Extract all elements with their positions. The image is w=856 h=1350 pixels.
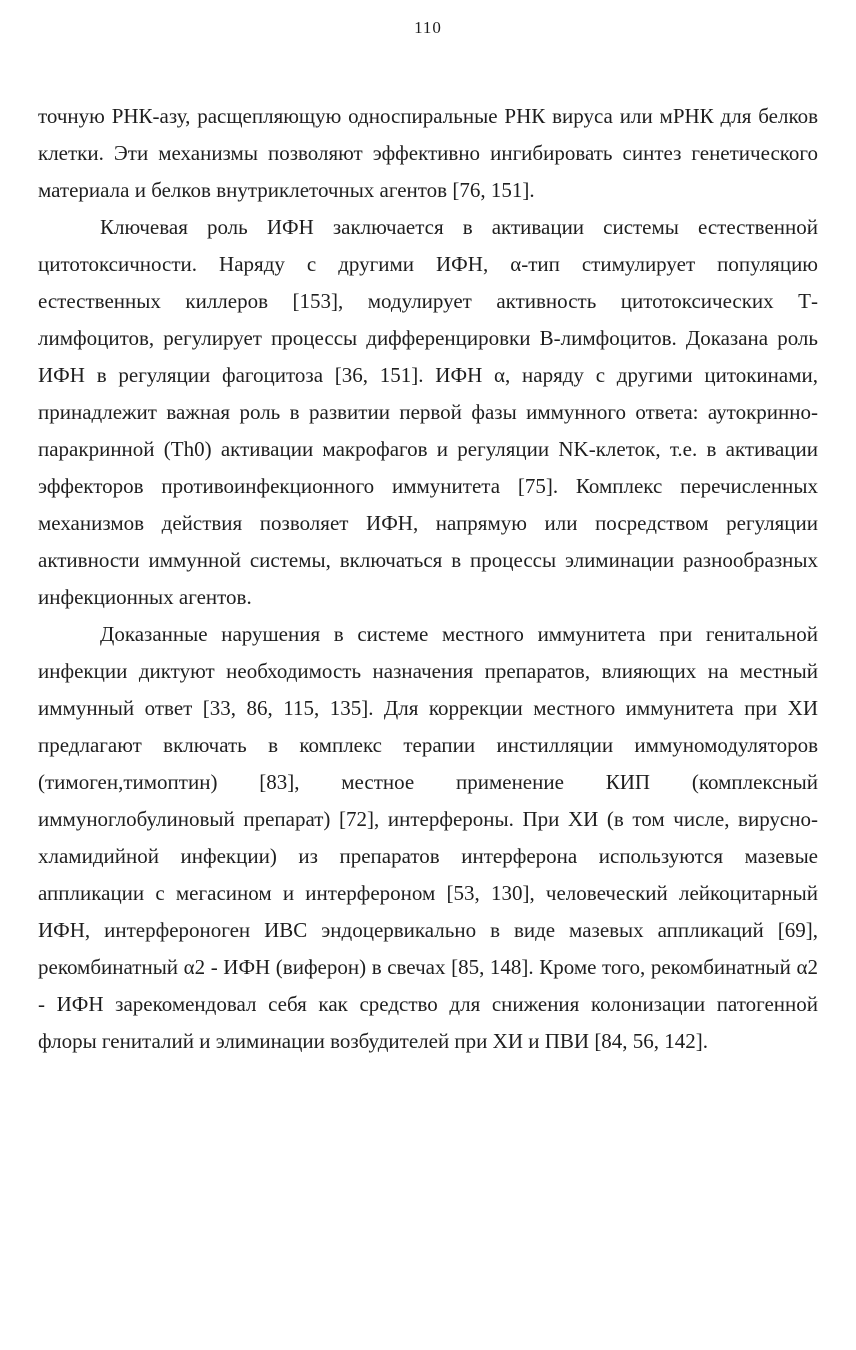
body-text <box>38 98 818 1060</box>
paragraph-continuation: точную РНК-азу, расщепляющую односпиральные РНК вируса или мРНК для белков клетки. Эти механизмы позволяют эффективно ингибировать синтез генетического материала и белков внутриклеточных агентов [76, 151]. <box>38 104 818 202</box>
paragraph-local-immunity: Доказанные нарушения в системе местного иммунитета при генитальной инфекции диктуют необходимость назначения препаратов, влияющих на местный иммунный ответ [33, 86, 115, 135]. Для коррекции местного иммунитета при ХИ предлагают включать в комплекс терапии инстилляции иммуномодуляторов (тимоген,тимоптин) [83], местное применение КИП (комплексный иммуноглобулиновый препарат) [72], интерфероны. При ХИ (в том числе, вирусно-хламидийной инфекции) из препаратов интерферона используются мазевые аппликации с мегасином и интерфероном [53, 130], человеческий лейкоцитарный ИФН, интерфероноген ИВС эндоцервикально в виде мазевых аппликаций [69], рекомбинатный α2 - ИФН (виферон) в свечах [85, 148]. Кроме того, рекомбинатный α2 - ИФН зарекомендовал себя как средство для снижения колонизации патогенной флоры гениталий и элиминации возбудителей при ХИ и ПВИ [84, 56, 142]. <box>38 622 818 1053</box>
page-number: 110 <box>414 18 442 37</box>
paragraph-ifn-role: Ключевая роль ИФН заключается в активации системы естественной цитотоксичности. Наряду с другими ИФН, α-тип стимулирует популяцию естественных киллеров [153], модулирует активность цитотоксических Т-лимфоцитов, регулирует процессы дифференцировки В-лимфоцитов. Доказана роль ИФН в регуляции фагоцитоза [36, 151]. ИФН α, наряду с другими цитокинами, принадлежит важная роль в развитии первой фазы иммунного ответа: аутокринно-паракринной (Th0) активации макрофагов и регуляции NK-клеток, т.е. в активации эффекторов противоинфекционного иммунитета [75]. Комплекс перечисленных механизмов действия позволяет ИФН, напрямую или посредством регуляции активности иммунной системы, включаться в процессы элиминации разнообразных инфекционных агентов. <box>38 215 818 609</box>
